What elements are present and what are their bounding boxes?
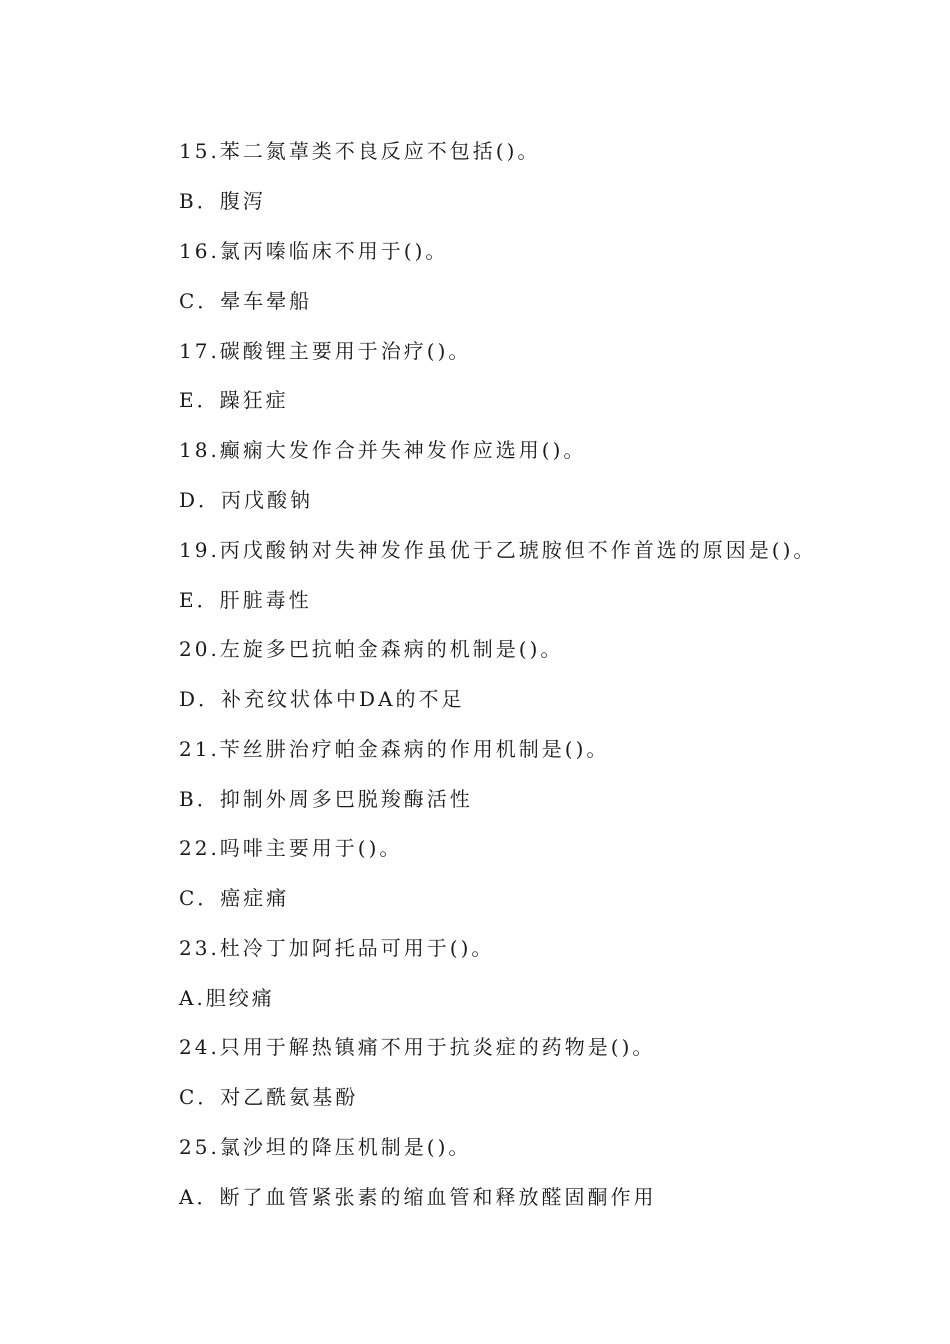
question-18: 18.癫痫大发作合并失神发作应选用()。 [179,438,587,462]
question-22: 22.吗啡主要用于()。 [179,836,403,860]
answer-20: D．补充纹状体中DA的不足 [179,687,465,711]
question-25: 25.氯沙坦的降压机制是()。 [179,1135,472,1159]
answer-16: C．晕车晕船 [179,289,313,313]
question-21: 21.苄丝肼治疗帕金森病的作用机制是()。 [179,737,610,761]
question-19: 19.丙戊酸钠对失神发作虽优于乙琥胺但不作首选的原因是()。 [179,538,817,562]
answer-21: B．抑制外周多巴脱羧酶活性 [179,787,473,811]
question-23: 23.杜冷丁加阿托品可用于()。 [179,936,495,960]
answer-18: D．丙戊酸钠 [179,488,314,512]
question-20: 20.左旋多巴抗帕金森病的机制是()。 [179,637,564,661]
question-24: 24.只用于解热镇痛不用于抗炎症的药物是()。 [179,1035,656,1059]
answer-25: A．断了血管紧张素的缩血管和释放醛固酮作用 [179,1185,657,1209]
answer-23: A.胆绞痛 [179,986,275,1010]
question-16: 16.氯丙嗪临床不用于()。 [179,239,449,263]
question-17: 17.碳酸锂主要用于治疗()。 [179,339,472,363]
answer-15: B．腹泻 [179,189,266,213]
answer-24: C．对乙酰氨基酚 [179,1085,359,1109]
answer-22: C．癌症痛 [179,886,290,910]
answer-17: E．躁狂症 [179,388,289,412]
question-15: 15.苯二氮䓬类不良反应不包括()。 [179,139,541,163]
answer-19: E．肝脏毒性 [179,588,312,612]
